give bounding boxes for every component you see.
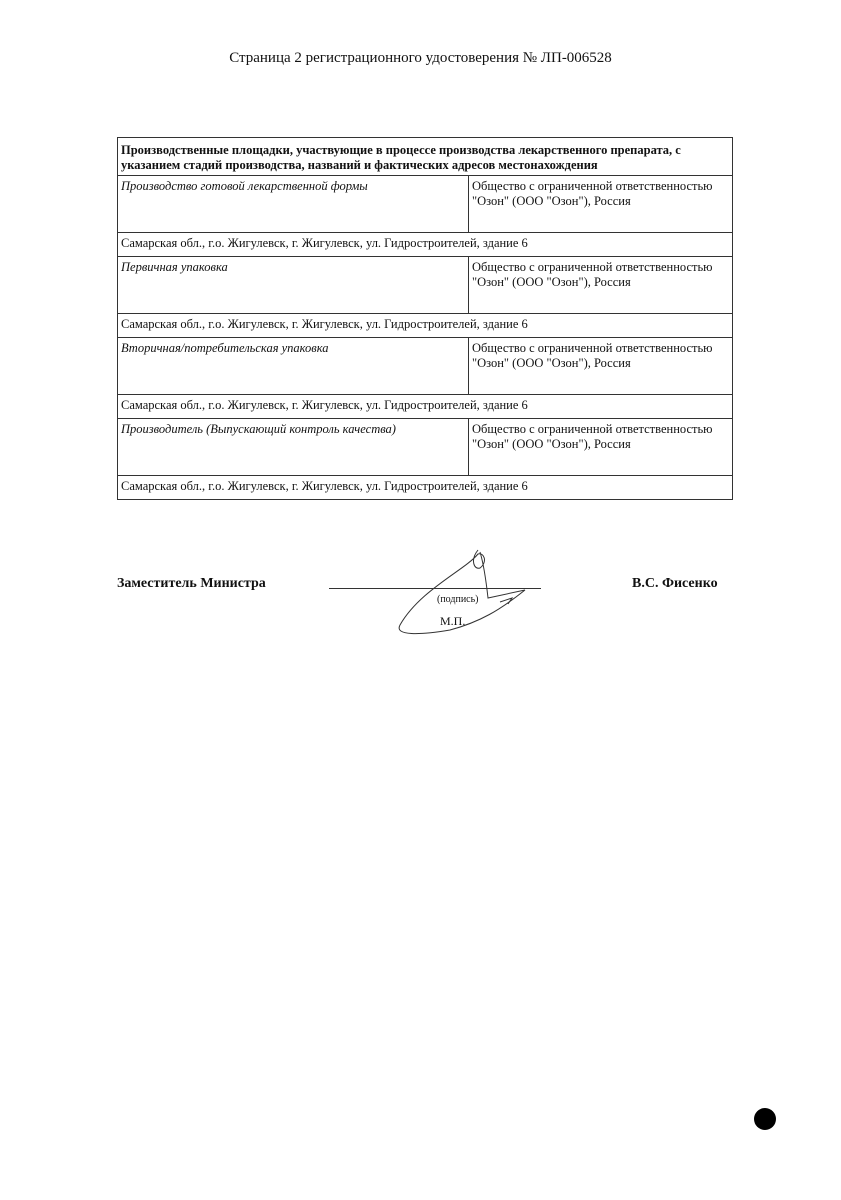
signatory-name: В.С. Фисенко bbox=[632, 576, 718, 591]
table-header: Производственные площадки, участвующие в процессе производства лекарственного препарата, с указанием стадий производства, названий и фактических адресов местонахождения bbox=[118, 138, 733, 176]
signature-caption: (подпись) bbox=[437, 594, 479, 605]
stage-cell: Вторичная/потребительская упаковка bbox=[118, 338, 469, 395]
page-title: Страница 2 регистрационного удостоверения № ЛП-006528 bbox=[229, 50, 612, 66]
table-row bbox=[118, 176, 733, 233]
company-cell: Общество с ограниченной ответственностью "Озон" (ООО "Озон"), Россия bbox=[469, 176, 733, 233]
signatory-position: Заместитель Министра bbox=[117, 576, 266, 591]
address-row bbox=[118, 314, 733, 338]
stage-cell: Производство готовой лекарственной формы bbox=[118, 176, 469, 233]
company-cell: Общество с ограниченной ответственностью "Озон" (ООО "Озон"), Россия bbox=[469, 338, 733, 395]
address-cell: Самарская обл., г.о. Жигулевск, г. Жигулевск, ул. Гидростроителей, здание 6 bbox=[118, 314, 733, 338]
company-cell: Общество с ограниченной ответственностью "Озон" (ООО "Озон"), Россия bbox=[469, 419, 733, 476]
table-row bbox=[118, 419, 733, 476]
table-header-row bbox=[118, 138, 733, 176]
table-row bbox=[118, 257, 733, 314]
stage-cell: Первичная упаковка bbox=[118, 257, 469, 314]
address-cell: Самарская обл., г.о. Жигулевск, г. Жигулевск, ул. Гидростроителей, здание 6 bbox=[118, 395, 733, 419]
scan-mark bbox=[754, 1108, 776, 1130]
address-row bbox=[118, 233, 733, 257]
address-cell: Самарская обл., г.о. Жигулевск, г. Жигулевск, ул. Гидростроителей, здание 6 bbox=[118, 476, 733, 500]
stage-cell: Производитель (Выпускающий контроль качества) bbox=[118, 419, 469, 476]
address-row bbox=[118, 395, 733, 419]
address-cell: Самарская обл., г.о. Жигулевск, г. Жигулевск, ул. Гидростроителей, здание 6 bbox=[118, 233, 733, 257]
table-row bbox=[118, 338, 733, 395]
stamp-label: М.П. bbox=[440, 614, 466, 628]
address-row bbox=[118, 476, 733, 500]
company-cell: Общество с ограниченной ответственностью "Озон" (ООО "Озон"), Россия bbox=[469, 257, 733, 314]
production-sites-table bbox=[117, 137, 733, 500]
